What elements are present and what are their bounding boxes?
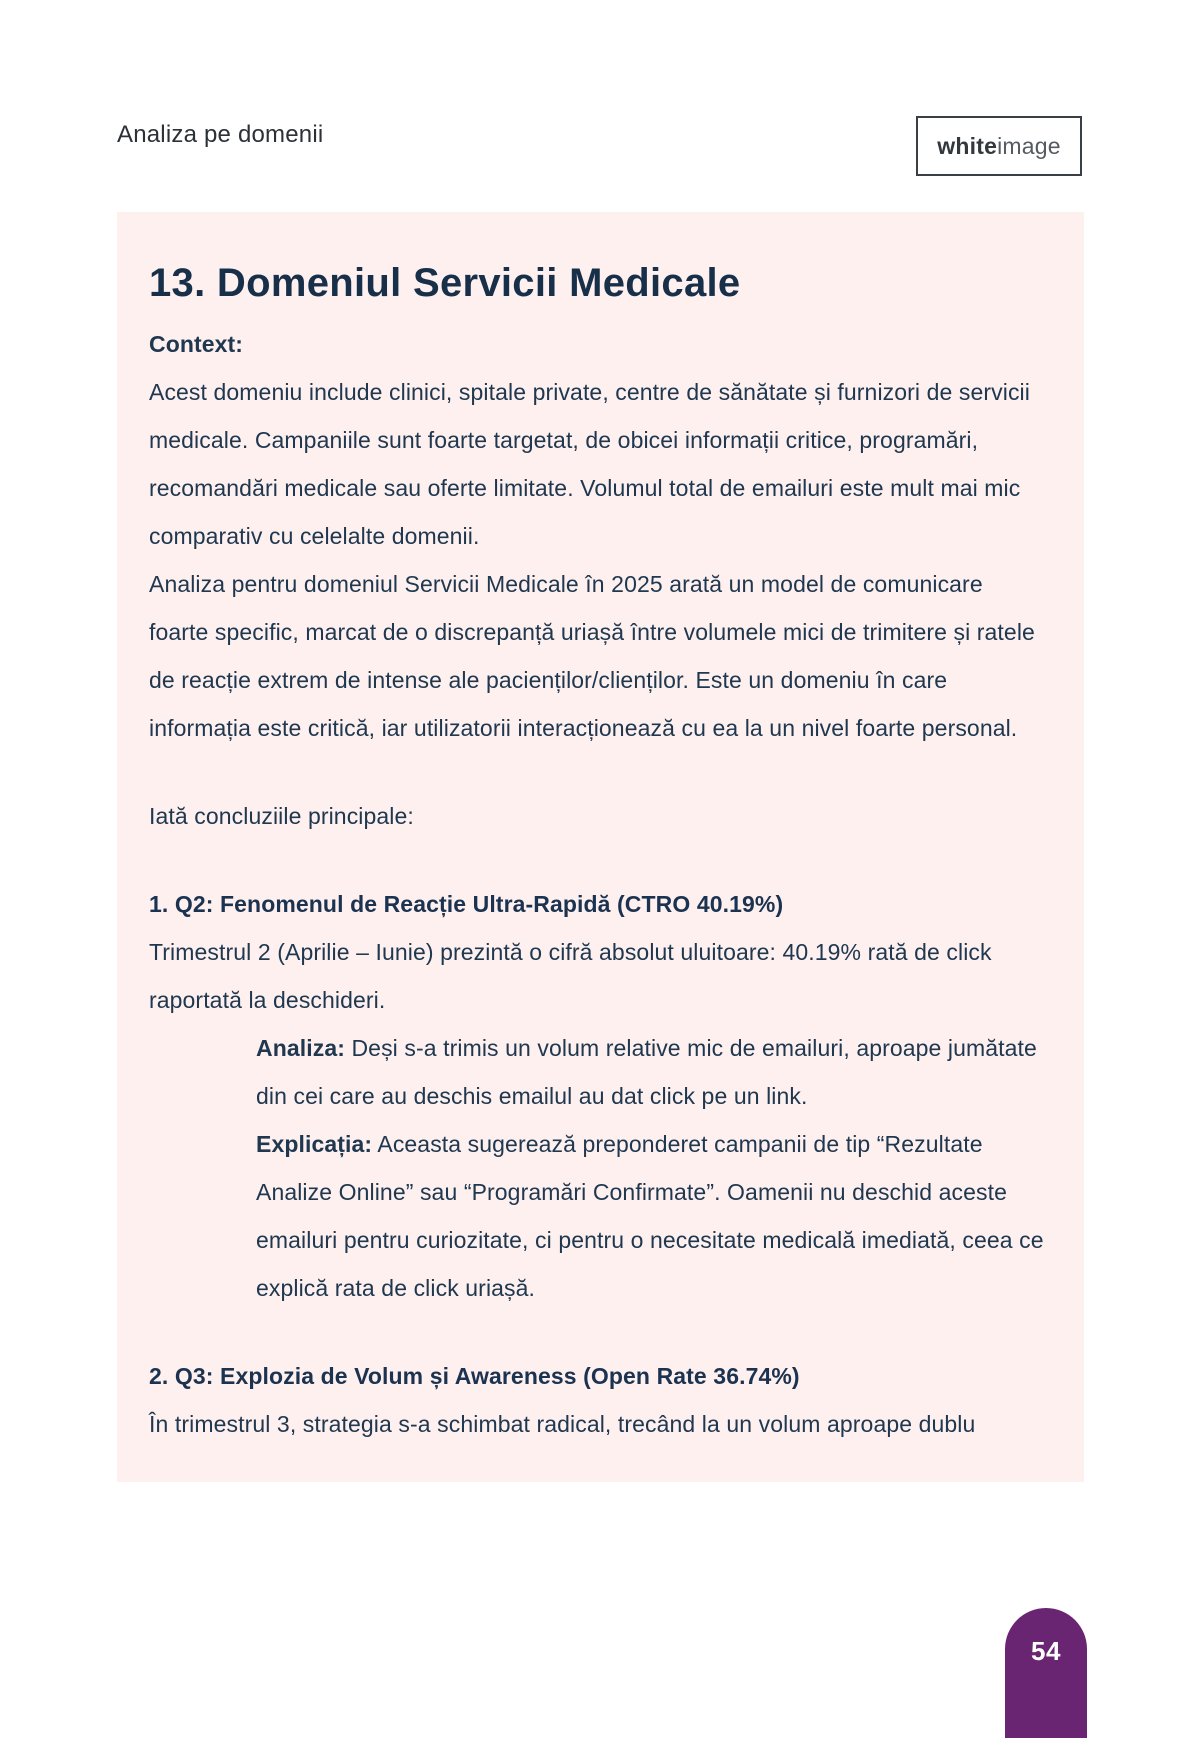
- section-1-heading: 1. Q2: Fenomenul de Reacție Ultra-Rapidă (CTRO 40.19%): [149, 891, 784, 917]
- context-paragraph: Acest domeniu include clinici, spitale private, centre de sănătate și furnizori de servicii medicale. Campaniile sunt foarte targetat, de obicei informații critice, programări, recomandări medicale sau oferte limitate. Volumul total de emailuri este mult mai mic comparativ cu celelalte domenii.: [149, 379, 1030, 549]
- spacer: [149, 840, 1044, 880]
- context-paragraph: Analiza pentru domeniul Servicii Medicale în 2025 arată un model de comunicare foarte specific, marcat de o discrepanță uriașă între volumele mici de trimitere și ratele de reacție extrem de intense ale pacienților/clienților. Este un domeniu în care informația este critică, iar utilizatorii interacționează cu ea la un nivel foarte personal.: [149, 571, 1035, 741]
- spacer: [149, 1312, 1044, 1352]
- logo-text-bold: white: [937, 132, 998, 159]
- page-header-title: Analiza pe domenii: [117, 121, 324, 148]
- article-card: [117, 212, 1084, 1482]
- section-1-body: Trimestrul 2 (Aprilie – Iunie) prezintă o cifră absolut uluitoare: 40.19% rată de click raportată la deschideri.: [149, 939, 992, 1013]
- logo-text-light: image: [997, 132, 1061, 159]
- section-1-point-explicatia: [149, 1120, 1044, 1312]
- point-label: Analiza:: [256, 1035, 345, 1061]
- point-text: Aceasta sugerează preponderet campanii de tip “Rezultate Analize Online” sau “Programări Confirmate”. Oamenii nu deschid aceste emailuri pentru curiozitate, ci pentru o necesitate medicală imediată, ceea ce explică rata de click uriașă.: [256, 1131, 1044, 1301]
- whiteimage-logo: [916, 116, 1082, 176]
- point-text: Deși s-a trimis un volum relative mic de emailuri, aproape jumătate din cei care au deschis emailul au dat click pe un link.: [256, 1035, 1037, 1109]
- page-number: 54: [1031, 1636, 1061, 1666]
- section-2-heading: 2. Q3: Explozia de Volum și Awareness (Open Rate 36.74%): [149, 1363, 800, 1389]
- article-title: 13. Domeniul Servicii Medicale: [149, 261, 741, 305]
- spacer: [149, 752, 1044, 792]
- point-label: Explicația:: [256, 1131, 373, 1157]
- conclusions-intro: Iată concluziile principale:: [149, 803, 414, 829]
- page-number-badge: [1005, 1608, 1087, 1738]
- section-1-point-analiza: [149, 1024, 1044, 1120]
- section-2-body: În trimestrul 3, strategia s-a schimbat radical, trecând la un volum aproape dublu: [149, 1411, 976, 1437]
- context-label: Context:: [149, 331, 244, 357]
